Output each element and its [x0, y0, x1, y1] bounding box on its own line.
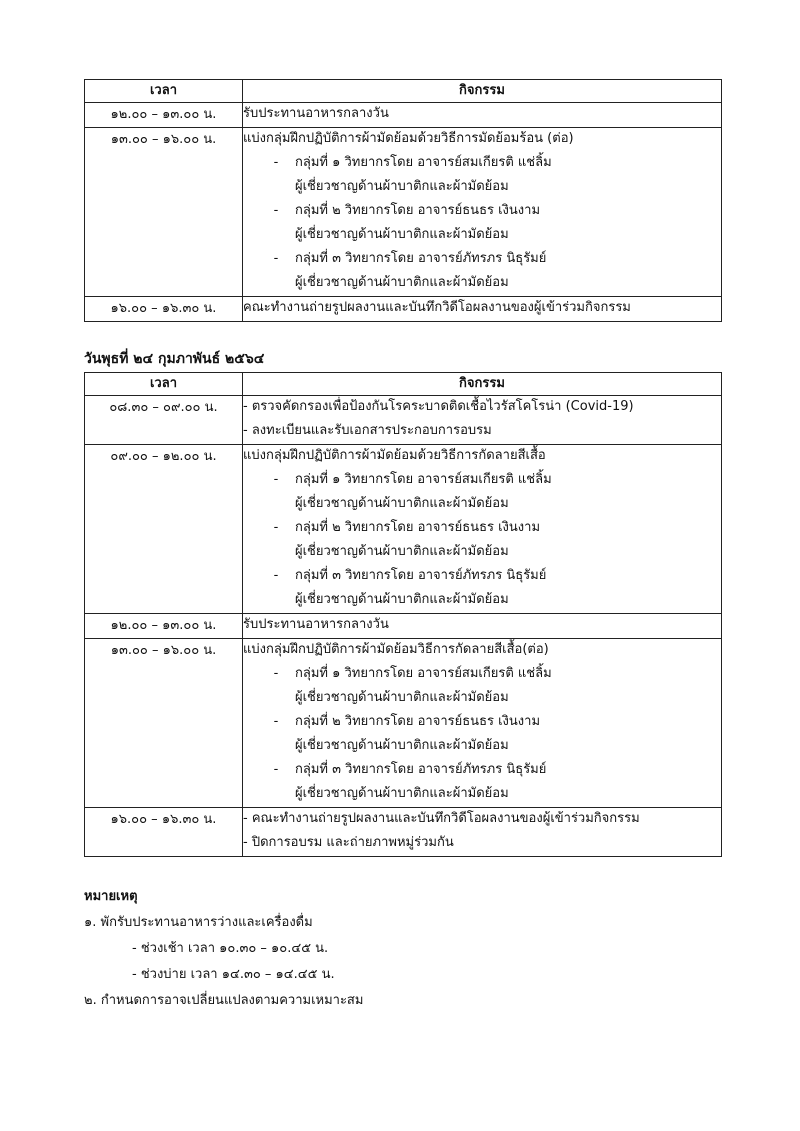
table-row [85, 445, 722, 614]
group-expertise: ผู้เชี่ยวชาญด้านผ้าบาติกและผ้ามัดย้อม [295, 738, 509, 753]
table-header-row [85, 373, 722, 396]
group-instructor: กลุ่มที่ ๒ วิทยากรโดย อาจารย์ธนธร เงินงาม [295, 203, 541, 218]
bullet-dash: - [273, 203, 279, 218]
activity-line: คณะทำงานถ่ายรูปผลงานและบันทึกวิดีโอผลงานของผู้เข้าร่วมกิจกรรม [243, 300, 631, 315]
activity-title: แบ่งกลุ่มฝึกปฏิบัติการผ้ามัดย้อมวิธีการกัดลายสีเสื้อ(ต่อ) [243, 642, 549, 657]
header-time: เวลา [85, 373, 243, 396]
group-line [243, 248, 721, 272]
note-item-2: ๒. กำหนดการอาจเปลี่ยนแปลงตามความเหมาะสม [84, 993, 364, 1008]
group-expertise: ผู้เชี่ยวชาญด้านผ้าบาติกและผ้ามัดย้อม [295, 690, 509, 705]
group-expertise: ผู้เชี่ยวชาญด้านผ้าบาติกและผ้ามัดย้อม [295, 275, 509, 290]
bullet-dash: - [273, 251, 279, 266]
activity-title: แบ่งกลุ่มฝึกปฏิบัติการผ้ามัดย้อมด้วยวิธีการมัดย้อมร้อน (ต่อ) [243, 131, 574, 146]
activity-line: รับประทานอาหารกลางวัน [243, 617, 389, 632]
activity-title: แบ่งกลุ่มฝึกปฏิบัติการผ้ามัดย้อมด้วยวิธีการกัดลายสีเสื้อ [243, 448, 546, 463]
group-instructor: กลุ่มที่ ๓ วิทยากรโดย อาจารย์ภัทรภร นิธุรัมย์ [295, 251, 547, 266]
group-expertise: ผู้เชี่ยวชาญด้านผ้าบาติกและผ้ามัดย้อม [295, 227, 509, 242]
time-cell: ๑๒.๐๐ – ๑๓.๐๐ น. [85, 103, 243, 128]
bullet-dash: - [273, 155, 279, 170]
bullet-dash: - [273, 762, 279, 777]
time-cell: ๑๖.๐๐ – ๑๖.๓๐ น. [85, 297, 243, 322]
group-instructor: กลุ่มที่ ๑ วิทยากรโดย อาจารย์สมเกียรติ แช่ลิ้ม [295, 155, 552, 170]
group-line [243, 152, 721, 176]
time-cell: ๑๖.๐๐ – ๑๖.๓๐ น. [85, 808, 243, 857]
table-row [85, 396, 722, 445]
group-line [243, 517, 721, 541]
group-line [243, 469, 721, 493]
schedule-table-day1 [84, 79, 722, 322]
group-expertise: ผู้เชี่ยวชาญด้านผ้าบาติกและผ้ามัดย้อม [295, 592, 509, 607]
schedule-table-day2 [84, 372, 722, 857]
group-expertise: ผู้เชี่ยวชาญด้านผ้าบาติกและผ้ามัดย้อม [295, 544, 509, 559]
activity-cell [243, 445, 722, 614]
notes-section [84, 884, 363, 1014]
group-expertise: ผู้เชี่ยวชาญด้านผ้าบาติกและผ้ามัดย้อม [295, 179, 509, 194]
group-line [243, 663, 721, 687]
table-row [85, 297, 722, 322]
activity-cell [243, 128, 722, 297]
day-heading: วันพุธที่ ๒๔ กุมภาพันธ์ ๒๕๖๔ [84, 351, 265, 367]
header-activity: กิจกรรม [243, 373, 722, 396]
bullet-dash: - [273, 520, 279, 535]
note-afternoon-break: - ช่วงบ่าย เวลา ๑๔.๓๐ – ๑๔.๔๕ น. [132, 967, 335, 982]
group-instructor: กลุ่มที่ ๒ วิทยากรโดย อาจารย์ธนธร เงินงาม [295, 520, 541, 535]
note-morning-break: - ช่วงเช้า เวลา ๑๐.๓๐ – ๑๐.๔๕ น. [132, 941, 329, 956]
table-row [85, 808, 722, 857]
table-row [85, 614, 722, 639]
group-line [243, 565, 721, 589]
activity-cell [243, 614, 722, 639]
activity-cell [243, 639, 722, 808]
table-row [85, 103, 722, 128]
group-expertise: ผู้เชี่ยวชาญด้านผ้าบาติกและผ้ามัดย้อม [295, 496, 509, 511]
group-line [243, 759, 721, 783]
activity-line: รับประทานอาหารกลางวัน [243, 106, 389, 121]
notes-heading: หมายเหตุ [84, 889, 138, 904]
activity-line: - ตรวจคัดกรองเพื่อป้องกันโรคระบาดติดเชื้อไวรัสโคโรน่า (Covid-19) [243, 399, 634, 414]
group-line [243, 711, 721, 735]
activity-line: - คณะทำงานถ่ายรูปผลงานและบันทึกวิดีโอผลงานของผู้เข้าร่วมกิจกรรม [243, 811, 640, 826]
activity-cell [243, 297, 722, 322]
bullet-dash: - [273, 714, 279, 729]
time-cell: ๑๓.๐๐ – ๑๖.๐๐ น. [85, 128, 243, 297]
time-cell: ๐๘.๓๐ – ๐๙.๐๐ น. [85, 396, 243, 445]
group-instructor: กลุ่มที่ ๓ วิทยากรโดย อาจารย์ภัทรภร นิธุรัมย์ [295, 568, 547, 583]
table-row [85, 128, 722, 297]
note-item-1: ๑. พักรับประทานอาหารว่างและเครื่องดื่ม [84, 915, 313, 930]
bullet-dash: - [273, 568, 279, 583]
group-instructor: กลุ่มที่ ๒ วิทยากรโดย อาจารย์ธนธร เงินงาม [295, 714, 541, 729]
header-activity: กิจกรรม [243, 80, 722, 103]
group-instructor: กลุ่มที่ ๑ วิทยากรโดย อาจารย์สมเกียรติ แช่ลิ้ม [295, 472, 552, 487]
activity-line: - ปิดการอบรม และถ่ายภาพหมู่ร่วมกัน [243, 835, 454, 850]
bullet-dash: - [273, 666, 279, 681]
activity-line: - ลงทะเบียนและรับเอกสารประกอบการอบรม [243, 423, 492, 438]
activity-cell [243, 808, 722, 857]
time-cell: ๑๒.๐๐ – ๑๓.๐๐ น. [85, 614, 243, 639]
table-row [85, 639, 722, 808]
bullet-dash: - [273, 472, 279, 487]
time-cell: ๐๙.๐๐ – ๑๒.๐๐ น. [85, 445, 243, 614]
group-line [243, 200, 721, 224]
header-time: เวลา [85, 80, 243, 103]
group-expertise: ผู้เชี่ยวชาญด้านผ้าบาติกและผ้ามัดย้อม [295, 786, 509, 801]
group-instructor: กลุ่มที่ ๓ วิทยากรโดย อาจารย์ภัทรภร นิธุรัมย์ [295, 762, 547, 777]
group-instructor: กลุ่มที่ ๑ วิทยากรโดย อาจารย์สมเกียรติ แช่ลิ้ม [295, 666, 552, 681]
activity-cell [243, 103, 722, 128]
table-header-row [85, 80, 722, 103]
time-cell: ๑๓.๐๐ – ๑๖.๐๐ น. [85, 639, 243, 808]
activity-cell [243, 396, 722, 445]
